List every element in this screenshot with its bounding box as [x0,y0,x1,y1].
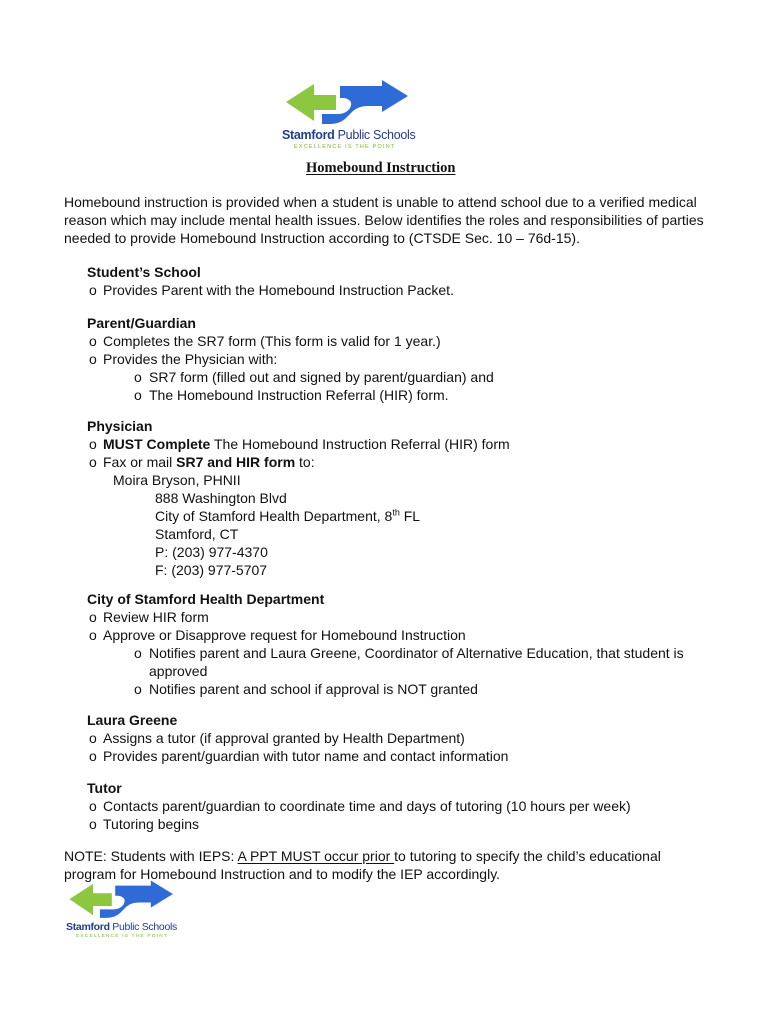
logo-tagline: EXCELLENCE IS THE POINT [294,144,396,150]
section-laura-greene [87,711,727,765]
section-heading: Tutor [87,780,122,796]
section-heading: City of Stamford Health Department [87,591,325,607]
stamford-s-logo-icon [282,80,414,126]
logo-bottom [66,880,182,939]
section-parent-guardian [87,314,727,404]
logo-name: Stamford Public Schools [282,128,416,142]
section-heading: Laura Greene [87,712,178,728]
sub-list-item: o The Homebound Instruction Referral (HIR) form. [87,386,727,404]
list-item: o Approve or Disapprove request for Homebound Instruction [87,626,727,644]
section-students-school [87,263,727,299]
list-item: o Provides Parent with the Homebound Instruction Packet. [87,281,727,299]
fax-number: F: (203) 977-5707 [155,562,268,578]
list-item: o Review HIR form [87,608,727,626]
list-item: o Provides the Physician with: [87,350,727,368]
section-physician [87,417,727,579]
list-item: o Completes the SR7 form (This form is valid for 1 year.) [87,332,727,350]
address-street: 888 Washington Blvd [155,490,287,506]
section-tutor [87,779,727,833]
page-title: Homebound Instruction [306,160,456,176]
list-item: o Fax or mail SR7 and HIR form to: [87,453,727,471]
intro-paragraph: Homebound instruction is provided when a student is unable to attend school due to a verified medical reason which may include mental health issues. Below identifies the roles and responsibilities of parties needed to provide Homebound Instruction according to (CTSDE Sec. 10 – 76d-15). [64,194,704,246]
sub-list-item: o Notifies parent and school if approval is NOT granted [87,680,727,698]
note-paragraph: NOTE: Students with IEPS: A PPT MUST occur prior to tutoring to specify the child’s educational program for Homebound Instruction and to modify the IEP accordingly. [64,848,661,882]
list-item: o Provides parent/guardian with tutor name and contact information [87,747,727,765]
contact-name: Moira Bryson, PHNII [113,472,241,488]
sub-list-item: o SR7 form (filled out and signed by parent/guardian) and [87,368,727,386]
address-city: Stamford, CT [155,526,239,542]
logo-name: Stamford Public Schools [66,921,177,933]
phone-number: P: (203) 977-4370 [155,544,268,560]
list-item: o Contacts parent/guardian to coordinate time and days of tutoring (10 hours per week) [87,797,727,815]
list-item: o MUST Complete The Homebound Instruction Referral (HIR) form [87,435,727,453]
section-heading: Physician [87,418,153,434]
section-heading: Student’s School [87,264,201,280]
section-heading: Parent/Guardian [87,315,196,331]
sub-list-item: o Notifies parent and Laura Greene, Coordinator of Alternative Education, that student is approved [87,644,697,680]
section-health-department [87,590,727,698]
logo-tagline: EXCELLENCE IS THE POINT [76,934,169,939]
address-dept: City of Stamford Health Department, 8th FL [155,507,421,524]
list-item: o Tutoring begins [87,815,727,833]
stamford-s-logo-icon [66,880,178,920]
logo-top [282,80,418,150]
list-item: o Assigns a tutor (if approval granted by Health Department) [87,729,727,747]
